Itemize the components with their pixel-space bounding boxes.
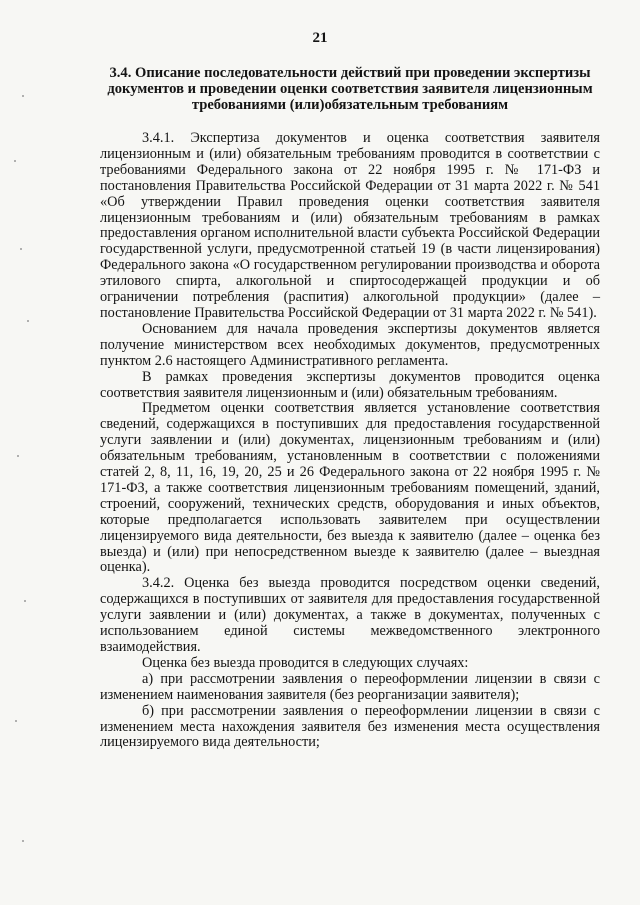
scan-speck: [24, 600, 26, 602]
document-body: [100, 131, 600, 751]
list-item-b: б) при рассмотрении заявления о переоформлении лицензии в связи с изменением места нахождения заявителя без изменения места осуществления лицензируемого вида деятельности;: [100, 702, 600, 751]
paragraph-basis: Основанием для начала проведения экспертизы документов является получение министерством всех необходимых документов, предусмотренных пунктом 2.6 настоящего Административного регламента.: [100, 320, 600, 369]
paragraph-3-4-2: 3.4.2. Оценка без выезда проводится посредством оценки сведений, содержащихся в поступивших от заявителя для предоставления государственной услуги заявлении и (или) документах, а также в документах, полученных с использованием единой системы межведомственного электронного взаимодействия.: [100, 575, 600, 655]
scan-speck: [20, 248, 22, 250]
section-heading: 3.4. Описание последовательности действий при проведении экспертизы документов и проведении оценки соответствия заявителя лицензионным требованиями (или)обязательным требованиям: [107, 65, 593, 113]
scan-speck: [27, 320, 29, 322]
paragraph-subject: Предметом оценки соответствия является установление соответствия сведений, содержащихся в поступивших для предоставления государственной услуги заявлении и (или) документах, лицензионным требованиям и (или) обязательным требованиям, установленным в соответствии с положениями статей 2, 8, 11, 16, 19, 20, 25 и 26 Федерального закона от 22 ноября 1995 г. № 171-ФЗ, а также соответствия лицензионным требованиям помещений, зданий, строений, сооружений, технических средств, оборудования и иных объектов, которые предполагается использовать заявителем при осуществлении лицензируемого вида деятельности, без выезда к заявителю (далее – оценка без выезда) и (или) при непосредственном выезде к заявителю (далее – выездная оценка).: [100, 400, 600, 576]
scan-speck: [17, 455, 19, 457]
paragraph-scope: В рамках проведения экспертизы документов проводится оценка соответствия заявителя лицензионным и (или) обязательным требованиям.: [100, 368, 600, 401]
scan-speck: [22, 95, 24, 97]
scan-speck: [15, 720, 17, 722]
scan-speck: [22, 840, 24, 842]
list-item-a: а) при рассмотрении заявления о переоформлении лицензии в связи с изменением наименования заявителя (без реорганизации заявителя);: [100, 670, 600, 703]
paragraph-3-4-1: 3.4.1. Экспертиза документов и оценка соответствия заявителя лицензионным и (или) обязательным требованиям проводится в соответствии с требованиями Федерального закона от 22 ноября 1995 г. № 171-ФЗ и постановления Правительства Российской Федерации от 31 марта 2022 г. № 541 «Об утверждении Правил проведения оценки соответствия заявителя лицензионным требованиям и (или) обязательным требованиям в рамках предоставления органом исполнительной власти субъекта Российской Федерации государственной услуги, предусмотренной статьей 19 (в части лицензирования) Федерального закона «О государственном регулировании производства и оборота этилового спирта, алкогольной и спиртосодержащей продукции и об ограничении потребления (распития) алкогольной продукции» (далее – постановление Правительства Российской Федерации от 31 марта 2022 г. № 541).: [100, 130, 600, 321]
paragraph-cases-intro: Оценка без выезда проводится в следующих случаях:: [142, 654, 469, 671]
scan-speck: [14, 160, 16, 162]
page-number: 21: [312, 30, 328, 46]
